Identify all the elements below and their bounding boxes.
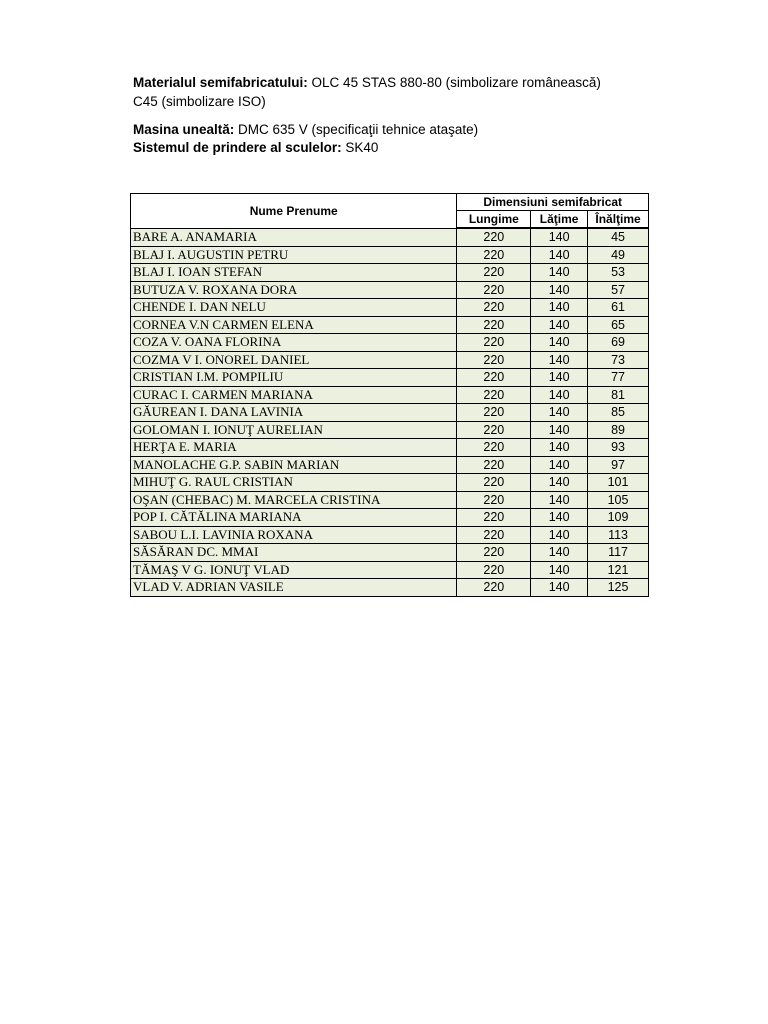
student-name-cell: SĂSĂRAN DC. MMAI: [131, 544, 457, 562]
student-name-cell: TĂMAŞ V G. IONUŢ VLAD: [131, 561, 457, 579]
machine-line: [133, 121, 478, 139]
student-name-cell: COZA V. OANA FLORINA: [131, 334, 457, 352]
length-cell: 220: [457, 246, 531, 264]
length-cell: 220: [457, 526, 531, 544]
width-cell: 140: [531, 351, 588, 369]
width-cell: 140: [531, 246, 588, 264]
table-row: [131, 264, 649, 282]
student-name-cell: BUTUZA V. ROXANA DORA: [131, 281, 457, 299]
height-cell: 89: [588, 421, 649, 439]
width-cell: 140: [531, 561, 588, 579]
length-cell: 220: [457, 456, 531, 474]
table-body: [131, 228, 649, 596]
width-cell: 140: [531, 386, 588, 404]
length-cell: 220: [457, 228, 531, 246]
header-width: Lăţime: [531, 211, 588, 229]
header-name: Nume Prenume: [131, 194, 457, 229]
student-name-cell: COZMA V I. ONOREL DANIEL: [131, 351, 457, 369]
height-cell: 125: [588, 579, 649, 597]
student-name-cell: OŞAN (CHEBAC) M. MARCELA CRISTINA: [131, 491, 457, 509]
width-cell: 140: [531, 526, 588, 544]
student-name-cell: MANOLACHE G.P. SABIN MARIAN: [131, 456, 457, 474]
table-row: [131, 334, 649, 352]
height-cell: 93: [588, 439, 649, 457]
length-cell: 220: [457, 439, 531, 457]
width-cell: 140: [531, 474, 588, 492]
length-cell: 220: [457, 421, 531, 439]
length-cell: 220: [457, 264, 531, 282]
table-row: [131, 421, 649, 439]
student-name-cell: VLAD V. ADRIAN VASILE: [131, 579, 457, 597]
student-name-cell: HERŢA E. MARIA: [131, 439, 457, 457]
table-row: [131, 439, 649, 457]
length-cell: 220: [457, 386, 531, 404]
material-label: Materialul semifabricatului:: [133, 75, 308, 90]
machine-label: Masina unealtă:: [133, 122, 235, 137]
student-name-cell: BARE A. ANAMARIA: [131, 228, 457, 246]
height-cell: 85: [588, 404, 649, 422]
table-row: [131, 386, 649, 404]
material-line: [133, 74, 601, 92]
width-cell: 140: [531, 334, 588, 352]
table-row: [131, 404, 649, 422]
height-cell: 121: [588, 561, 649, 579]
machine-value: DMC 635 V (specificaţii tehnice ataşate): [234, 122, 479, 137]
height-cell: 101: [588, 474, 649, 492]
length-cell: 220: [457, 509, 531, 527]
height-cell: 81: [588, 386, 649, 404]
width-cell: 140: [531, 404, 588, 422]
table-row: [131, 351, 649, 369]
material-iso-value: C45 (simbolizare ISO): [133, 94, 266, 109]
student-name-cell: MIHUŢ G. RAUL CRISTIAN: [131, 474, 457, 492]
table-row: [131, 526, 649, 544]
height-cell: 97: [588, 456, 649, 474]
table-row: [131, 369, 649, 387]
student-name-cell: CHENDE I. DAN NELU: [131, 299, 457, 317]
header-height: Înălţime: [588, 211, 649, 229]
table-row: [131, 579, 649, 597]
height-cell: 113: [588, 526, 649, 544]
height-cell: 69: [588, 334, 649, 352]
student-name-cell: BLAJ I. AUGUSTIN PETRU: [131, 246, 457, 264]
height-cell: 65: [588, 316, 649, 334]
header-length: Lungime: [457, 211, 531, 229]
length-cell: 220: [457, 334, 531, 352]
height-cell: 45: [588, 228, 649, 246]
height-cell: 61: [588, 299, 649, 317]
width-cell: 140: [531, 228, 588, 246]
table-row: [131, 561, 649, 579]
width-cell: 140: [531, 421, 588, 439]
student-name-cell: GOLOMAN I. IONUŢ AURELIAN: [131, 421, 457, 439]
table-row: [131, 544, 649, 562]
width-cell: 140: [531, 509, 588, 527]
student-name-cell: SABOU L.I. LAVINIA ROXANA: [131, 526, 457, 544]
student-name-cell: CORNEA V.N CARMEN ELENA: [131, 316, 457, 334]
tooling-label: Sistemul de prindere al sculelor:: [133, 140, 342, 155]
student-name-cell: CURAC I. CARMEN MARIANA: [131, 386, 457, 404]
length-cell: 220: [457, 579, 531, 597]
width-cell: 140: [531, 491, 588, 509]
length-cell: 220: [457, 474, 531, 492]
length-cell: 220: [457, 561, 531, 579]
width-cell: 140: [531, 281, 588, 299]
table-row: [131, 474, 649, 492]
table-row: [131, 316, 649, 334]
height-cell: 105: [588, 491, 649, 509]
height-cell: 77: [588, 369, 649, 387]
table-row: [131, 246, 649, 264]
height-cell: 73: [588, 351, 649, 369]
tooling-line: [133, 139, 378, 157]
table-row: [131, 228, 649, 246]
length-cell: 220: [457, 491, 531, 509]
student-name-cell: CRISTIAN I.M. POMPILIU: [131, 369, 457, 387]
width-cell: 140: [531, 264, 588, 282]
height-cell: 109: [588, 509, 649, 527]
height-cell: 57: [588, 281, 649, 299]
length-cell: 220: [457, 299, 531, 317]
student-name-cell: GĂUREAN I. DANA LAVINIA: [131, 404, 457, 422]
table-row: [131, 456, 649, 474]
length-cell: 220: [457, 544, 531, 562]
length-cell: 220: [457, 351, 531, 369]
table-row: [131, 281, 649, 299]
tooling-value: SK40: [341, 140, 379, 155]
width-cell: 140: [531, 369, 588, 387]
width-cell: 140: [531, 316, 588, 334]
length-cell: 220: [457, 369, 531, 387]
height-cell: 53: [588, 264, 649, 282]
width-cell: 140: [531, 456, 588, 474]
height-cell: 117: [588, 544, 649, 562]
header-dimensions: Dimensiuni semifabricat: [457, 194, 649, 211]
length-cell: 220: [457, 316, 531, 334]
student-name-cell: POP I. CĂTĂLINA MARIANA: [131, 509, 457, 527]
student-name-cell: BLAJ I. IOAN STEFAN: [131, 264, 457, 282]
width-cell: 140: [531, 544, 588, 562]
width-cell: 140: [531, 439, 588, 457]
width-cell: 140: [531, 299, 588, 317]
students-table: [130, 193, 649, 597]
height-cell: 49: [588, 246, 649, 264]
table-row: [131, 509, 649, 527]
length-cell: 220: [457, 404, 531, 422]
length-cell: 220: [457, 281, 531, 299]
width-cell: 140: [531, 579, 588, 597]
table-row: [131, 491, 649, 509]
table-row: [131, 299, 649, 317]
material-iso-line: [133, 93, 266, 111]
material-value: OLC 45 STAS 880-80 (simbolizare românească): [307, 75, 601, 90]
